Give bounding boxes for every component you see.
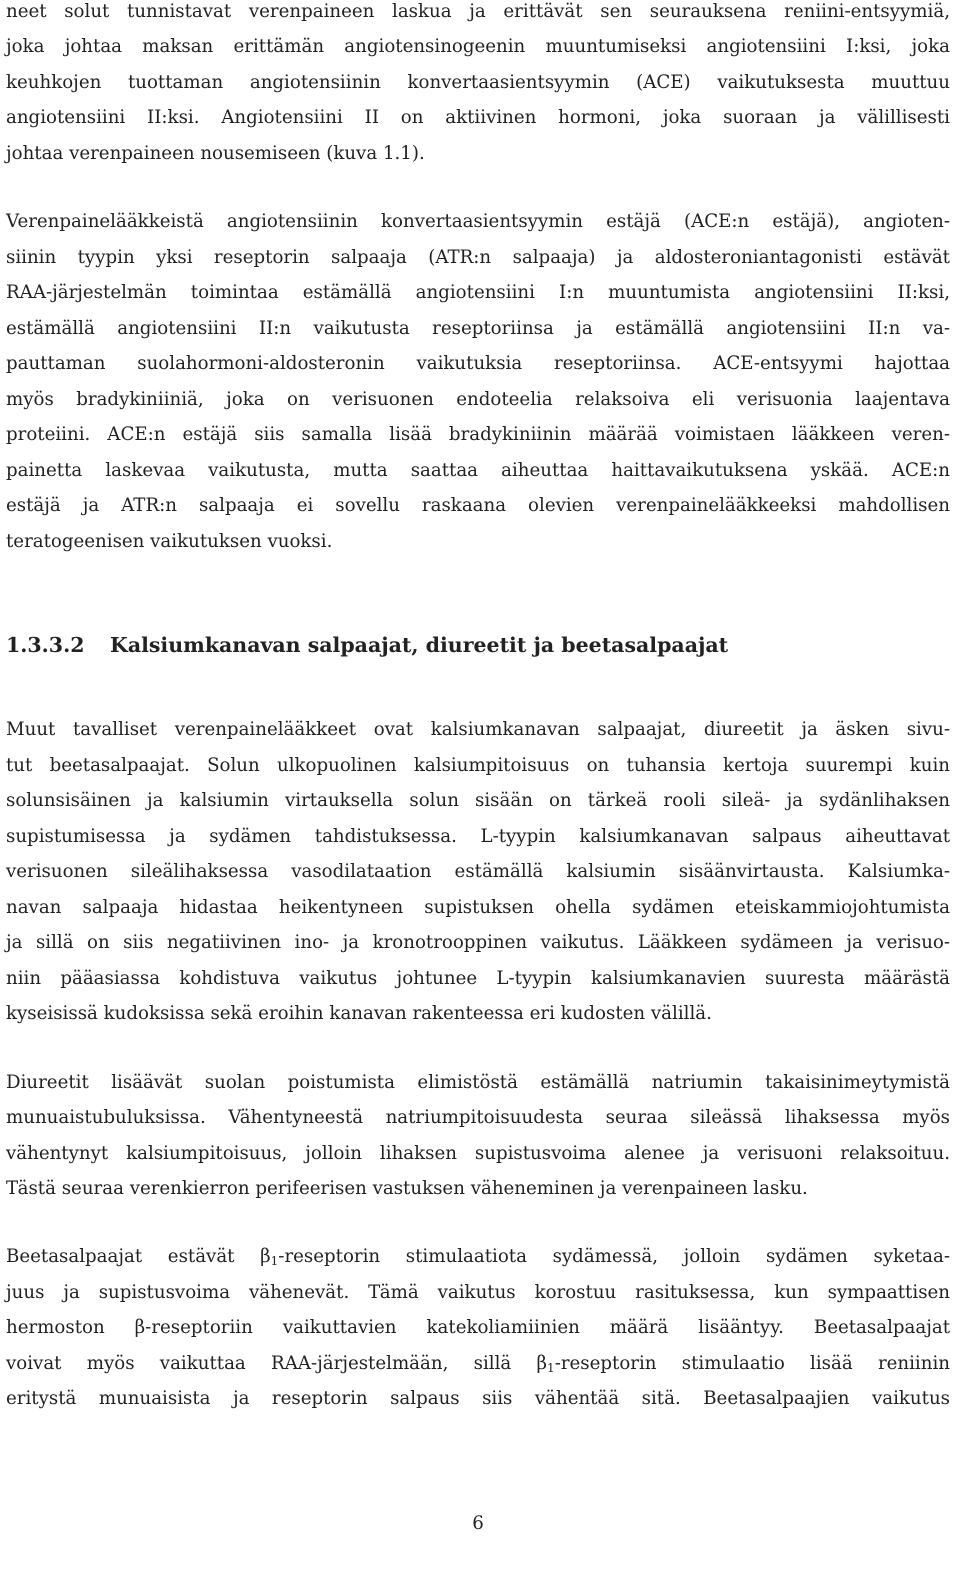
text-line: neet solut tunnistavat verenpaineen laskua ja erittävät sen seurauksena reniini-entsyymiä, [6, 1, 950, 22]
text-line: munuaistubuluksissa. Vähentyneestä natriumpitoisuudesta seuraa sileässä lihaksessa myös [6, 1107, 950, 1128]
subscript: 1 [270, 1254, 279, 1268]
text-line: vähentynyt kalsiumpitoisuus, jolloin lihaksen supistusvoima alenee ja verisuoni relaksoituu. [6, 1143, 950, 1164]
text-line: Muut tavalliset verenpainelääkkeet ovat kalsiumkanavan salpaajat, diureetit ja äsken sivu- [6, 719, 950, 740]
text-line [6, 1352, 950, 1376]
text-span: -reseptorin stimulaatiota sydämessä, jolloin sydämen syketaa- [278, 1246, 950, 1267]
text-line: Verenpainelääkkeistä angiotensiinin konvertaasientsyymin estäjä (ACE:n estäjä), angioten- [6, 211, 950, 232]
text-line: ja sillä on siis negatiivinen ino- ja kronotrooppinen vaikutus. Lääkkeen sydämeen ja verisuo- [6, 932, 950, 953]
text-line: joka johtaa maksan erittämän angiotensinogeenin muuntumiseksi angiotensiini I:ksi, joka [6, 36, 950, 57]
text-line: siinin tyypin yksi reseptorin salpaaja (ATR:n salpaaja) ja aldosteroniantagonisti estävät [6, 247, 950, 268]
text-line: myös bradykiniiniä, joka on verisuonen endoteelia relaksoiva eli verisuonia laajentava [6, 389, 950, 410]
text-line: Tästä seuraa verenkierron perifeerisen vastuksen väheneminen ja verenpaineen lasku. [6, 1178, 808, 1199]
text-line: teratogeenisen vaikutuksen vuoksi. [6, 531, 333, 552]
text-line: RAA-järjestelmän toimintaa estämällä angiotensiini I:n muuntumista angiotensiini II:ksi, [6, 282, 950, 303]
text-line: kyseisissä kudoksissa sekä eroihin kanavan rakenteessa eri kudosten välillä. [6, 1003, 712, 1024]
text-line [6, 1245, 950, 1269]
text-line: navan salpaaja hidastaa heikentyneen supistuksen ohella sydämen eteiskammiojohtumista [6, 897, 950, 918]
subscript: 1 [547, 1361, 555, 1375]
text-line: juus ja supistusvoima vähenevät. Tämä vaikutus korostuu rasituksessa, kun sympaattisen [6, 1282, 950, 1303]
text-line: proteiini. ACE:n estäjä siis samalla lisää bradykiniinin määrää voimistaen lääkkeen veren- [6, 424, 950, 445]
text-line: hermoston β-reseptoriin vaikuttavien katekoliamiinien määrä lisääntyy. Beetasalpaajat [6, 1317, 950, 1338]
text-line: estäjä ja ATR:n salpaaja ei sovellu raskaana olevien verenpainelääkkeeksi mahdollisen [6, 495, 950, 516]
page-number: 6 [472, 1513, 484, 1534]
text-line: angiotensiini II:ksi. Angiotensiini II on aktiivinen hormoni, joka suoraan ja välillisesti [6, 107, 950, 128]
text-line: johtaa verenpaineen nousemiseen (kuva 1.1). [6, 143, 425, 164]
text-line: Diureetit lisäävät suolan poistumista elimistöstä estämällä natriumin takaisinimeytymistä [6, 1072, 950, 1093]
text-line: keuhkojen tuottaman angiotensiinin konvertaasientsyymin (ACE) vaikutuksesta muuttuu [6, 72, 950, 93]
section-number: 1.3.3.2 [6, 633, 85, 657]
text-line: verisuonen sileälihaksessa vasodilataation estämällä kalsiumin sisäänvirtausta. Kalsiumka- [6, 861, 950, 882]
text-span: -reseptorin stimulaatio lisää reniinin [554, 1353, 950, 1374]
text-line: supistumisessa ja sydämen tahdistuksessa. L-tyypin kalsiumkanavan salpaus aiheuttavat [6, 826, 950, 847]
section-heading [6, 632, 728, 658]
text-line: niin pääasiassa kohdistuva vaikutus johtunee L-tyypin kalsiumkanavien suuresta määrästä [6, 968, 950, 989]
section-title: Kalsiumkanavan salpaajat, diureetit ja beetasalpaajat [110, 633, 729, 657]
text-line: tut beetasalpaajat. Solun ulkopuolinen kalsiumpitoisuus on tuhansia kertoja suurempi kuin [6, 755, 950, 776]
text-span: Beetasalpaajat estävät β [6, 1246, 271, 1267]
text-line: pauttaman suolahormoni-aldosteronin vaikutuksia reseptoriinsa. ACE-entsyymi hajottaa [6, 353, 950, 374]
text-line: painetta laskevaa vaikutusta, mutta saattaa aiheuttaa haittavaikutuksena yskää. ACE:n [6, 460, 950, 481]
text-line: estämällä angiotensiini II:n vaikutusta reseptoriinsa ja estämällä angiotensiini II:n va- [6, 318, 950, 339]
text-line: solunsisäinen ja kalsiumin virtauksella solun sisään on tärkeä rooli sileä- ja sydänlihaksen [6, 790, 950, 811]
text-line: eritystä munuaisista ja reseptorin salpaus siis vähentää sitä. Beetasalpaajien vaikutus [6, 1388, 950, 1409]
text-span: voivat myös vaikuttaa RAA-järjestelmään, sillä β [6, 1353, 548, 1374]
